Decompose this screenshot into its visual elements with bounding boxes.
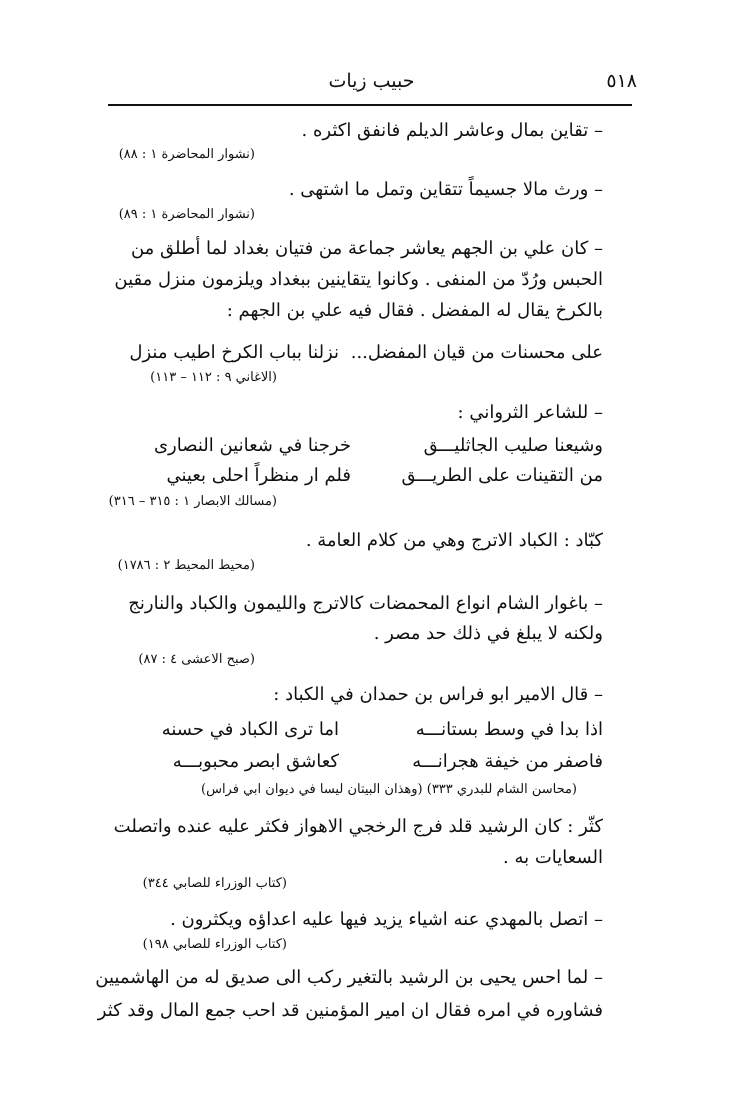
source-citation: (نشوار المحاضرة ١ : ٨٨) — [118, 147, 255, 162]
entry-text: – للشاعر الثرواني : — [457, 402, 603, 423]
verse-second-hemistich: على محسنات من قيان المفضل... — [350, 342, 603, 363]
paragraph-line: ولكنه لا يبلغ في ذلك حد مصر . — [373, 623, 603, 644]
paragraph-line: كثّر : كان الرشيد قلد فرج الرخجي الاهواز فكثر عليه عنده واتصلت — [113, 816, 603, 837]
verse-first-hemistich: اما ترى الكباد في حسنه — [161, 719, 339, 740]
paragraph-line: – باغوار الشام انواع المحمضات كالاترج والليمون والكباد والنارنج — [128, 593, 603, 614]
paragraph-line: الحبس ورُدّ من المنفى . وكانوا يتقاينين ببغداد ويلزمون منزل مقين — [114, 269, 603, 290]
header-rule — [108, 104, 632, 106]
source-citation: (محيط المحيط ٢ : ١٧٨٦) — [117, 558, 255, 573]
source-citation: (كتاب الوزراء للصابي ٣٤٤) — [142, 876, 287, 891]
verse-first-hemistich: كعاشق ابصر محبوبـــه — [172, 751, 339, 772]
source-citation: (صبح الاعشى ٤ : ٨٧) — [138, 652, 255, 667]
verse-second-hemistich: اذا بدا في وسط بستانـــه — [415, 719, 603, 740]
verse-first-hemistich: خرجنا في شعانين النصارى — [153, 435, 351, 456]
source-citation: (الاغاني ٩ : ١١٢ – ١١٣) — [150, 370, 277, 385]
paragraph-line: – لما احس يحيى بن الرشيد بالتغير ركب الى صديق له من الهاشميين — [95, 967, 603, 988]
entry-text: – قال الامير ابو فراس بن حمدان في الكباد : — [273, 684, 603, 705]
paragraph-line: بالكرخ يقال له المفضل . فقال فيه علي بن الجهم : — [226, 300, 603, 321]
verse-first-hemistich: فلم ار منظراً احلى بعيني — [166, 465, 351, 486]
verse-second-hemistich: من التقينات على الطريـــق — [401, 465, 603, 486]
source-citation: (مسالك الابصار ١ : ٣١٥ – ٣١٦) — [108, 494, 277, 509]
page-header-title: حبيب زيات — [328, 70, 415, 92]
entry-text: – اتصل بالمهدي عنه اشياء يزيد فيها عليه اعداؤه ويكثرون . — [170, 909, 603, 930]
entry-headword: كبّاد : الكباد الاترج وهي من كلام العامة . — [305, 530, 603, 551]
source-citation: (كتاب الوزراء للصابي ١٩٨) — [142, 937, 287, 952]
verse-second-hemistich: فاصفر من خيفة هجرانـــه — [412, 751, 603, 772]
source-citation: (محاسن الشام للبدري ٣٣٣) (وهذان البيتان ليسا في ديوان ابي فراس) — [201, 782, 577, 797]
paragraph-line: فشاوره في امره فقال ان امير المؤمنين قد احب جمع المال وقد كثر — [97, 1000, 603, 1021]
verse-first-hemistich: نزلنا بباب الكرخ اطيب منزل — [129, 342, 339, 363]
verse-second-hemistich: وشيعنا صليب الجاثليـــق — [423, 435, 603, 456]
source-citation: (نشوار المحاضرة ١ : ٨٩) — [118, 207, 255, 222]
entry-text: – ورث مالا جسيماً تتقاين وتمل ما اشتهى . — [288, 179, 603, 200]
entry-text: – تقاين بمال وعاشر الديلم فانفق اكثره . — [301, 120, 603, 141]
paragraph-line: السعايات به . — [503, 847, 603, 868]
page-number: ٥١٨ — [606, 70, 637, 92]
paragraph-line: – كان علي بن الجهم يعاشر جماعة من فتيان بغداد لما أطلق من — [130, 238, 603, 259]
